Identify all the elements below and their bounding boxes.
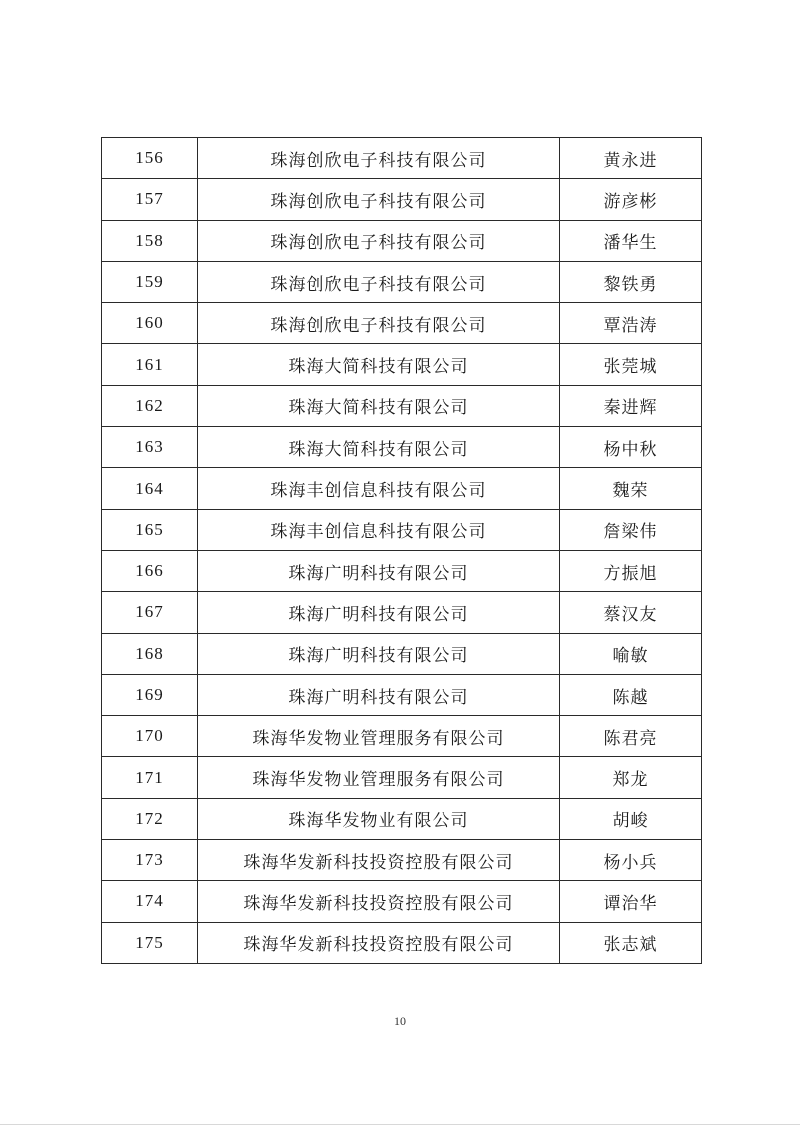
company-name-cell: 珠海创欣电子科技有限公司 <box>198 261 560 302</box>
table-row <box>102 385 702 426</box>
table-row <box>102 922 702 963</box>
row-number-cell: 168 <box>102 633 198 674</box>
company-name-cell: 珠海创欣电子科技有限公司 <box>198 138 560 179</box>
person-name-cell: 陈君亮 <box>560 716 702 757</box>
table-row <box>102 592 702 633</box>
row-number-cell: 172 <box>102 798 198 839</box>
row-number-cell: 160 <box>102 303 198 344</box>
row-number-cell: 171 <box>102 757 198 798</box>
table-row <box>102 716 702 757</box>
row-number-cell: 164 <box>102 468 198 509</box>
table-row <box>102 138 702 179</box>
table-row <box>102 674 702 715</box>
row-number-cell: 175 <box>102 922 198 963</box>
person-name-cell: 杨中秋 <box>560 427 702 468</box>
person-name-cell: 胡峻 <box>560 798 702 839</box>
company-name-cell: 珠海广明科技有限公司 <box>198 550 560 591</box>
table-row <box>102 881 702 922</box>
row-number-cell: 174 <box>102 881 198 922</box>
person-name-cell: 喻敏 <box>560 633 702 674</box>
row-number-cell: 169 <box>102 674 198 715</box>
table-row <box>102 261 702 302</box>
table-row <box>102 427 702 468</box>
roster-table <box>101 137 702 964</box>
person-name-cell: 黄永进 <box>560 138 702 179</box>
row-number-cell: 166 <box>102 550 198 591</box>
row-number-cell: 162 <box>102 385 198 426</box>
table-row <box>102 468 702 509</box>
company-name-cell: 珠海华发新科技投资控股有限公司 <box>198 840 560 881</box>
company-name-cell: 珠海华发物业管理服务有限公司 <box>198 757 560 798</box>
row-number-cell: 161 <box>102 344 198 385</box>
person-name-cell: 覃浩涛 <box>560 303 702 344</box>
table-row <box>102 344 702 385</box>
person-name-cell: 郑龙 <box>560 757 702 798</box>
person-name-cell: 潘华生 <box>560 220 702 261</box>
table-row <box>102 550 702 591</box>
row-number-cell: 167 <box>102 592 198 633</box>
person-name-cell: 谭治华 <box>560 881 702 922</box>
company-name-cell: 珠海广明科技有限公司 <box>198 592 560 633</box>
row-number-cell: 163 <box>102 427 198 468</box>
table-row <box>102 798 702 839</box>
company-name-cell: 珠海创欣电子科技有限公司 <box>198 220 560 261</box>
row-number-cell: 159 <box>102 261 198 302</box>
person-name-cell: 张莞城 <box>560 344 702 385</box>
table-row <box>102 633 702 674</box>
company-name-cell: 珠海华发新科技投资控股有限公司 <box>198 922 560 963</box>
row-number-cell: 157 <box>102 179 198 220</box>
row-number-cell: 165 <box>102 509 198 550</box>
company-name-cell: 珠海华发物业管理服务有限公司 <box>198 716 560 757</box>
table-row <box>102 220 702 261</box>
company-name-cell: 珠海大简科技有限公司 <box>198 344 560 385</box>
company-name-cell: 珠海华发新科技投资控股有限公司 <box>198 881 560 922</box>
person-name-cell: 蔡汉友 <box>560 592 702 633</box>
person-name-cell: 杨小兵 <box>560 840 702 881</box>
table-row <box>102 179 702 220</box>
company-name-cell: 珠海大简科技有限公司 <box>198 427 560 468</box>
person-name-cell: 张志斌 <box>560 922 702 963</box>
person-name-cell: 魏荣 <box>560 468 702 509</box>
row-number-cell: 156 <box>102 138 198 179</box>
company-name-cell: 珠海华发物业有限公司 <box>198 798 560 839</box>
person-name-cell: 秦进辉 <box>560 385 702 426</box>
table-row <box>102 509 702 550</box>
roster-table-body <box>102 138 702 964</box>
company-name-cell: 珠海创欣电子科技有限公司 <box>198 303 560 344</box>
person-name-cell: 游彦彬 <box>560 179 702 220</box>
table-row <box>102 303 702 344</box>
company-name-cell: 珠海丰创信息科技有限公司 <box>198 468 560 509</box>
person-name-cell: 陈越 <box>560 674 702 715</box>
row-number-cell: 158 <box>102 220 198 261</box>
table-row <box>102 757 702 798</box>
person-name-cell: 黎铁勇 <box>560 261 702 302</box>
person-name-cell: 方振旭 <box>560 550 702 591</box>
row-number-cell: 173 <box>102 840 198 881</box>
page-bottom-rule <box>0 1124 800 1125</box>
company-name-cell: 珠海丰创信息科技有限公司 <box>198 509 560 550</box>
table-row <box>102 840 702 881</box>
company-name-cell: 珠海广明科技有限公司 <box>198 674 560 715</box>
company-name-cell: 珠海创欣电子科技有限公司 <box>198 179 560 220</box>
row-number-cell: 170 <box>102 716 198 757</box>
company-name-cell: 珠海大简科技有限公司 <box>198 385 560 426</box>
company-name-cell: 珠海广明科技有限公司 <box>198 633 560 674</box>
page-number: 10 <box>394 1014 406 1028</box>
person-name-cell: 詹梁伟 <box>560 509 702 550</box>
